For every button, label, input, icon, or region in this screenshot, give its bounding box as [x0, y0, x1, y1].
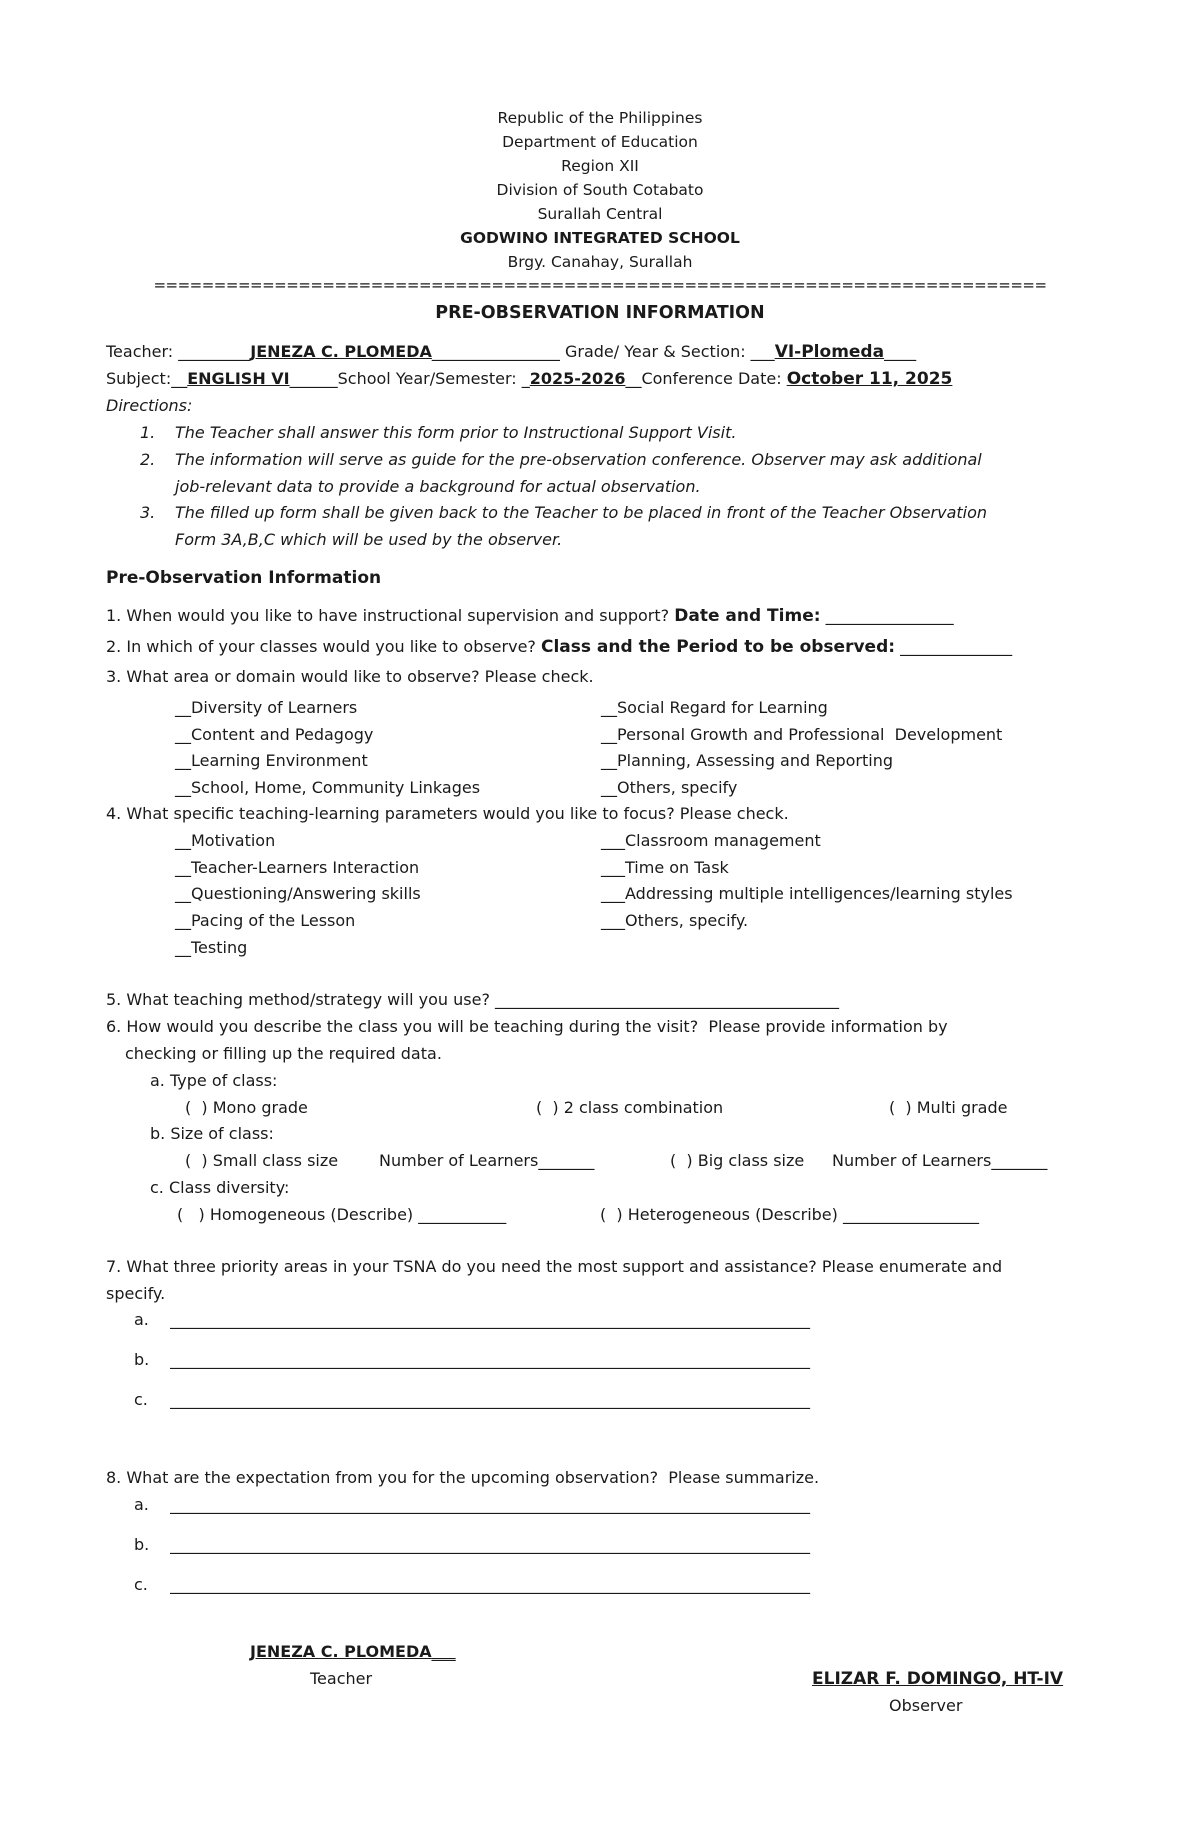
q8-item-a-label: a. [134, 1495, 149, 1514]
class-type-label: a. Type of class: [150, 1071, 278, 1090]
domain-option: __Diversity of Learners [175, 698, 358, 717]
mono-grade-option: ( ) Mono grade [185, 1098, 308, 1117]
domain-option: __Content and Pedagogy [175, 725, 374, 744]
homogeneous-option: ( ) Homogeneous (Describe) ___________ [177, 1205, 507, 1224]
teacher-name-value: JENEZA C. PLOMEDA [250, 342, 432, 361]
subject-row [106, 369, 952, 389]
teacher-signature-trail: ___ [431, 1642, 456, 1661]
school-address: Brgy. Canahay, Surallah [507, 253, 693, 271]
direction-1-number: 1. [140, 423, 156, 442]
date-time-label: Date and Time: [674, 606, 821, 626]
class-size-label: b. Size of class: [150, 1124, 274, 1143]
parameter-option: __Teacher-Learners Interaction [175, 858, 420, 877]
domain-option: __Learning Environment [175, 751, 368, 770]
direction-1-text: The Teacher shall answer this form prior to Instructional Support Visit. [175, 423, 737, 442]
teacher-row-trail: ________________ Grade/ Year & Section: ___ [431, 342, 775, 361]
small-class-option: ( ) Small class size [185, 1151, 339, 1170]
section-value: VI-Plomeda [774, 342, 885, 362]
domain-option: __Others, specify [601, 778, 738, 797]
school-name: GODWINO INTEGRATED SCHOOL [460, 229, 740, 247]
question-6-cont: checking or filling up the required data. [125, 1044, 442, 1063]
direction-2-text: The information will serve as guide for the pre-observation conference. Observer may ask additional [175, 450, 982, 469]
big-class-learners: Number of Learners_______ [832, 1151, 1048, 1170]
direction-3-text-cont: Form 3A,B,C which will be used by the observer. [175, 530, 563, 549]
two-class-combination-option: ( ) 2 class combination [536, 1098, 724, 1117]
direction-2-text-cont: job-relevant data to provide a background for actual observation. [175, 477, 701, 496]
direction-3-text: The filled up form shall be given back to the Teacher to be placed in front of the Teacher Observation [175, 503, 988, 522]
question-7: 7. What three priority areas in your TSNA do you need the most support and assistance? Please enumerate and [106, 1257, 1003, 1276]
conference-date-value: October 11, 2025 [786, 369, 953, 389]
q7-item-b-line: ________________________________________________________________________________ [170, 1350, 810, 1369]
teacher-signature [250, 1642, 456, 1662]
question-5: 5. What teaching method/strategy will you use? ___________________________________________ [106, 990, 840, 1009]
question-8: 8. What are the expectation from you for the upcoming observation? Please summarize. [106, 1468, 820, 1487]
parameter-option: ___Others, specify. [601, 911, 749, 930]
class-period-blank: ______________ [895, 637, 1013, 656]
division-line: Division of South Cotabato [496, 181, 704, 199]
parameter-option: __Pacing of the Lesson [175, 911, 356, 930]
question-3: 3. What area or domain would like to observe? Please check. [106, 667, 594, 686]
domain-option: __Personal Growth and Professional Development [601, 725, 1003, 744]
teacher-label: Teacher: _________ [106, 342, 251, 361]
subject-value: ENGLISH VI [187, 369, 290, 388]
small-class-learners: Number of Learners_______ [379, 1151, 595, 1170]
direction-2-number: 2. [140, 450, 156, 469]
q8-item-a-line: ________________________________________________________________________________ [170, 1495, 810, 1514]
multi-grade-option: ( ) Multi grade [889, 1098, 1008, 1117]
republic-line: Republic of the Philippines [497, 109, 703, 127]
domain-option: __School, Home, Community Linkages [175, 778, 481, 797]
conference-date-label: __Conference Date: [625, 369, 787, 388]
school-year-value: 2025-2026 [529, 369, 626, 388]
q8-item-b-label: b. [134, 1535, 150, 1554]
district-line: Surallah Central [537, 205, 663, 223]
subject-label: Subject:__ [106, 369, 188, 388]
teacher-role: Teacher [310, 1669, 373, 1688]
parameter-option: __Motivation [175, 831, 276, 850]
parameter-option: ___Time on Task [601, 858, 729, 877]
q8-item-c-label: c. [134, 1575, 148, 1594]
region-line: Region XII [561, 157, 639, 175]
class-period-label: Class and the Period to be observed: [541, 637, 896, 657]
observer-signature-name: ELIZAR F. DOMINGO, HT-IV [812, 1669, 1064, 1689]
form-title: PRE-OBSERVATION INFORMATION [435, 303, 765, 323]
question-1-text: 1. When would you like to have instructional supervision and support? [106, 606, 675, 625]
date-time-blank: ________________ [820, 606, 954, 625]
q7-item-b-label: b. [134, 1350, 150, 1369]
question-4: 4. What specific teaching-learning parameters would you like to focus? Please check. [106, 804, 789, 823]
q7-item-c-line: ________________________________________________________________________________ [170, 1390, 810, 1409]
school-year-label: ______School Year/Semester: _ [289, 369, 530, 388]
teacher-signature-name: JENEZA C. PLOMEDA [250, 1642, 432, 1661]
q7-item-c-label: c. [134, 1390, 148, 1409]
q8-item-c-line: ________________________________________________________________________________ [170, 1575, 810, 1594]
parameter-option: ___Addressing multiple intelligences/learning styles [601, 884, 1013, 903]
department-line: Department of Education [502, 133, 698, 151]
question-1 [106, 606, 954, 626]
heterogeneous-option: ( ) Heterogeneous (Describe) _________________ [600, 1205, 979, 1224]
header-separator: ========================================================================== [153, 276, 1047, 294]
section-trail: ____ [884, 342, 917, 361]
class-diversity-label: c. Class diversity: [150, 1178, 290, 1197]
q7-item-a-label: a. [134, 1310, 149, 1329]
domain-option: __Social Regard for Learning [601, 698, 828, 717]
section-heading: Pre-Observation Information [106, 568, 382, 588]
parameter-option: __Questioning/Answering skills [175, 884, 421, 903]
q8-item-b-line: ________________________________________________________________________________ [170, 1535, 810, 1554]
teacher-row [106, 342, 916, 362]
question-6: 6. How would you describe the class you will be teaching during the visit? Please provide information by [106, 1017, 948, 1036]
big-class-option: ( ) Big class size [670, 1151, 805, 1170]
question-2-text: 2. In which of your classes would you like to observe? [106, 637, 541, 656]
question-7-cont: specify. [106, 1284, 166, 1303]
observer-role: Observer [889, 1696, 963, 1715]
parameter-option: __Testing [175, 938, 248, 957]
question-2 [106, 637, 1012, 657]
parameter-option: ___Classroom management [601, 831, 821, 850]
domain-option: __Planning, Assessing and Reporting [601, 751, 894, 770]
directions-label: Directions: [106, 396, 193, 415]
q7-item-a-line: ________________________________________________________________________________ [170, 1310, 810, 1329]
direction-3-number: 3. [140, 503, 156, 522]
